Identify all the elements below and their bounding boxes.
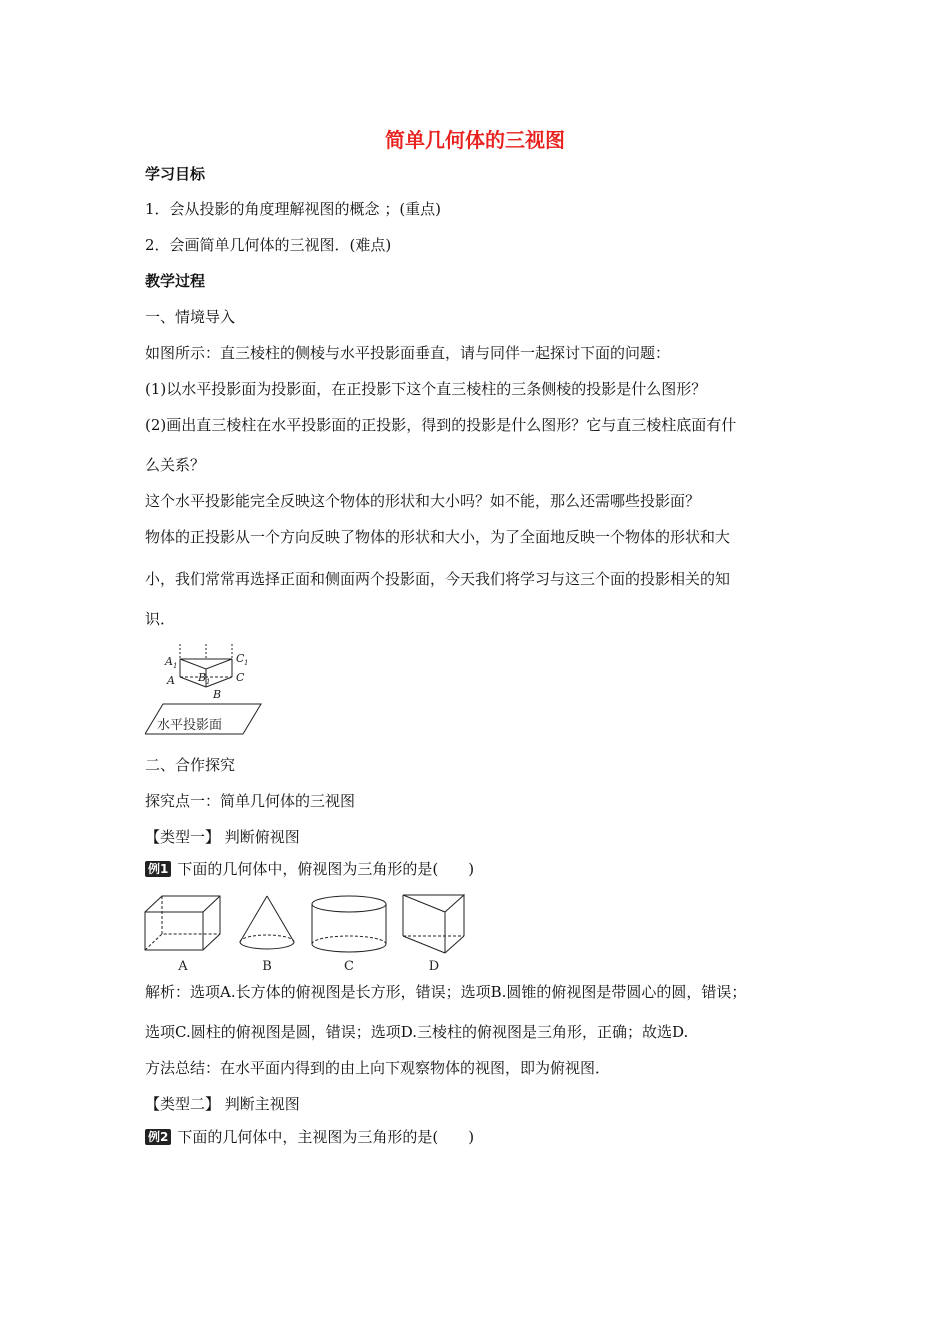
label-c1: C: [236, 652, 245, 665]
example-2: [145, 1127, 474, 1147]
label-a1-sub: 1: [173, 662, 178, 670]
option-b-label: B: [262, 959, 272, 974]
section-1-heading: 一、情境导入: [145, 308, 236, 326]
paragraph: 么关系？: [145, 456, 206, 474]
page-title: 简单几何体的三视图: [385, 128, 565, 152]
option-a-label: A: [178, 959, 188, 974]
prism-projection-figure: [145, 640, 270, 740]
goals-heading: 学习目标: [145, 165, 206, 183]
analysis-line: 解析：选项A.长方体的俯视图是长方形，错误；选项B.圆锥的俯视图是带圆心的圆，错误；: [145, 983, 747, 1001]
method-summary: 方法总结：在水平面内得到的由上向下观察物体的视图，即为俯视图．: [145, 1059, 611, 1077]
label-b1: B: [198, 671, 207, 684]
example-1: [145, 859, 474, 879]
example-1-text: 下面的几何体中，俯视图为三角形的是( ): [177, 860, 475, 878]
explore-point-1: 探究点一：简单几何体的三视图: [145, 792, 356, 810]
paragraph: 这个水平投影能完全反映这个物体的形状和大小吗？如不能，那么还需哪些投影面？: [145, 492, 701, 510]
plane-label: 水平投影面: [157, 718, 223, 733]
option-d-label: D: [428, 959, 440, 974]
paragraph: (2)画出直三棱柱在水平投影面的正投影，得到的投影是什么图形？它与直三棱柱底面有什: [145, 416, 737, 434]
label-a1: A: [165, 655, 173, 668]
label-a: A: [167, 674, 175, 687]
analysis-line: 选项C.圆柱的俯视图是圆，错误；选项D.三棱柱的俯视图是三角形，正确；故选D.: [145, 1023, 689, 1041]
example-1-badge: 例1: [145, 861, 171, 877]
paragraph: 物体的正投影从一个方向反映了物体的形状和大小，为了全面地反映一个物体的形状和大: [145, 528, 731, 546]
paragraph: (1)以水平投影面为投影面，在正投影下这个直三棱柱的三条侧棱的投影是什么图形？: [145, 380, 707, 398]
label-b: B: [213, 688, 222, 701]
type-2-heading: 【类型二】 判断主视图: [145, 1095, 300, 1113]
label-b1-sub: 1: [206, 678, 211, 686]
paragraph: 识．: [145, 610, 176, 628]
option-c-label: C: [344, 959, 354, 974]
section-2-heading: 二、合作探究: [145, 756, 236, 774]
paragraph: 小，我们常常再选择正面和侧面两个投影面，今天我们将学习与这三个面的投影相关的知: [145, 570, 731, 588]
goal-item-1: 1．会从投影的角度理解视图的概念 ；(重点): [145, 200, 442, 218]
solids-options-figure: [140, 890, 470, 975]
paragraph: 如图所示：直三棱柱的侧棱与水平投影面垂直，请与同伴一起探讨下面的问题：: [145, 344, 671, 362]
example-2-text: 下面的几何体中，主视图为三角形的是( ): [177, 1128, 475, 1146]
label-c1-sub: 1: [244, 659, 249, 667]
label-c: C: [236, 671, 245, 684]
process-heading: 教学过程: [145, 272, 206, 290]
goal-item-2: 2．会画简单几何体的三视图．(难点): [145, 236, 392, 254]
type-1-heading: 【类型一】 判断俯视图: [145, 828, 300, 846]
example-2-badge: 例2: [145, 1129, 171, 1145]
